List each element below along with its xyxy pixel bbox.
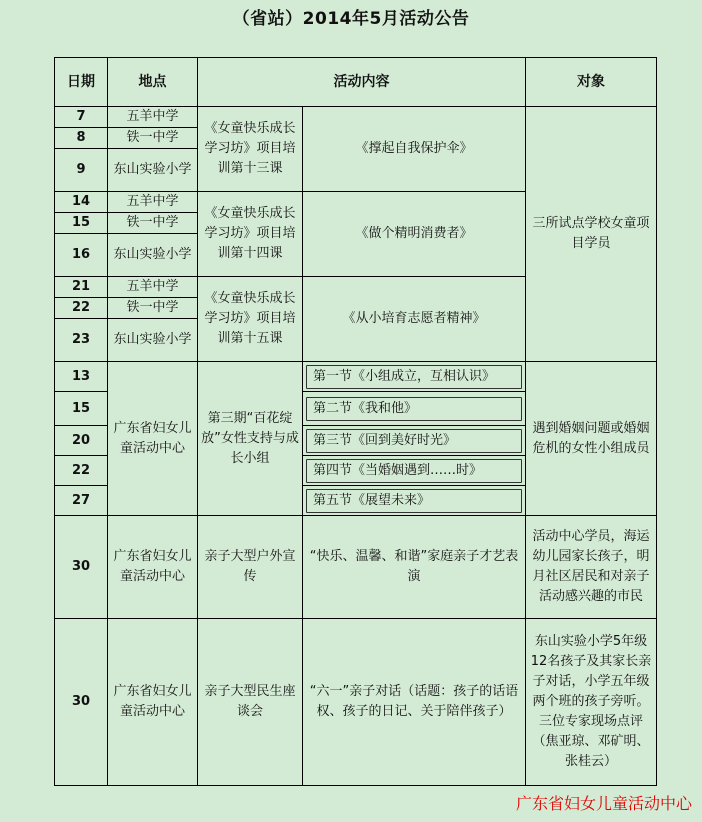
date-cell: 16 xyxy=(55,234,108,277)
date-cell: 21 xyxy=(55,277,108,298)
place-cell: 东山实验小学 xyxy=(108,319,198,362)
session-box: 第一节《小组成立，互相认识》 xyxy=(306,365,522,389)
place-cell: 铁一中学 xyxy=(108,128,198,149)
project-cell: 《女童快乐成长学习坊》项目培训第十四课 xyxy=(198,192,303,277)
table-row xyxy=(55,362,657,392)
date-cell: 23 xyxy=(55,319,108,362)
session-cell xyxy=(303,456,526,486)
session-box: 第三节《回到美好时光》 xyxy=(306,429,522,453)
date-cell: 27 xyxy=(55,486,108,516)
date-cell: 30 xyxy=(55,619,108,786)
session-box: 第二节《我和他》 xyxy=(306,397,522,421)
place-cell: 东山实验小学 xyxy=(108,234,198,277)
type-cell: 亲子大型民生座谈会 xyxy=(198,619,303,786)
place-cell: 广东省妇女儿童活动中心 xyxy=(108,362,198,516)
date-cell: 15 xyxy=(55,392,108,426)
target-cell: 活动中心学员，海运幼儿园家长孩子，明月社区居民和对亲子活动感兴趣的市民 xyxy=(526,516,657,619)
date-cell: 9 xyxy=(55,149,108,192)
place-cell: 铁一中学 xyxy=(108,213,198,234)
table-row xyxy=(55,107,657,128)
session-box: 第四节《当婚姻遇到……时》 xyxy=(306,459,522,483)
header-date: 日期 xyxy=(55,58,108,107)
header-place: 地点 xyxy=(108,58,198,107)
date-cell: 7 xyxy=(55,107,108,128)
place-cell: 广东省妇女儿童活动中心 xyxy=(108,516,198,619)
target-cell: 遇到婚姻问题或婚姻危机的女性小组成员 xyxy=(526,362,657,516)
activity-table xyxy=(54,57,657,786)
table-row xyxy=(55,619,657,786)
place-cell: 五羊中学 xyxy=(108,277,198,298)
type-cell: 亲子大型户外宣传 xyxy=(198,516,303,619)
date-cell: 22 xyxy=(55,298,108,319)
header-row xyxy=(55,58,657,107)
target-cell: 东山实验小学5年级12名孩子及其家长亲子对话，小学五年级两个班的孩子旁听。三位专家现场点评（焦亚琼、邓矿明、张桂云） xyxy=(526,619,657,786)
topic-cell: 《做个精明消费者》 xyxy=(303,192,526,277)
session-cell xyxy=(303,486,526,516)
date-cell: 14 xyxy=(55,192,108,213)
header-target: 对象 xyxy=(526,58,657,107)
footer-organization: 广东省妇女儿童活动中心 xyxy=(515,794,692,813)
date-cell: 22 xyxy=(55,456,108,486)
content-cell: “快乐、温馨、和谐”家庭亲子才艺表演 xyxy=(303,516,526,619)
session-box: 第五节《展望未来》 xyxy=(306,489,522,513)
date-cell: 20 xyxy=(55,426,108,456)
table-row xyxy=(55,516,657,619)
place-cell: 东山实验小学 xyxy=(108,149,198,192)
place-cell: 铁一中学 xyxy=(108,298,198,319)
place-cell: 广东省妇女儿童活动中心 xyxy=(108,619,198,786)
project-cell: 第三期“百花绽放”女性支持与成长小组 xyxy=(198,362,303,516)
topic-cell: 《从小培育志愿者精神》 xyxy=(303,277,526,362)
topic-cell: 《撑起自我保护伞》 xyxy=(303,107,526,192)
place-cell: 五羊中学 xyxy=(108,107,198,128)
place-cell: 五羊中学 xyxy=(108,192,198,213)
session-cell xyxy=(303,362,526,392)
date-cell: 15 xyxy=(55,213,108,234)
project-cell: 《女童快乐成长学习坊》项目培训第十五课 xyxy=(198,277,303,362)
date-cell: 8 xyxy=(55,128,108,149)
date-cell: 30 xyxy=(55,516,108,619)
session-cell xyxy=(303,426,526,456)
target-cell: 三所试点学校女童项目学员 xyxy=(526,107,657,362)
page-title: （省站）2014年5月活动公告 xyxy=(232,9,470,29)
content-cell: “六一”亲子对话（话题：孩子的话语权、孩子的日记、关于陪伴孩子） xyxy=(303,619,526,786)
date-cell: 13 xyxy=(55,362,108,392)
session-cell xyxy=(303,392,526,426)
header-content: 活动内容 xyxy=(198,58,526,107)
project-cell: 《女童快乐成长学习坊》项目培训第十三课 xyxy=(198,107,303,192)
